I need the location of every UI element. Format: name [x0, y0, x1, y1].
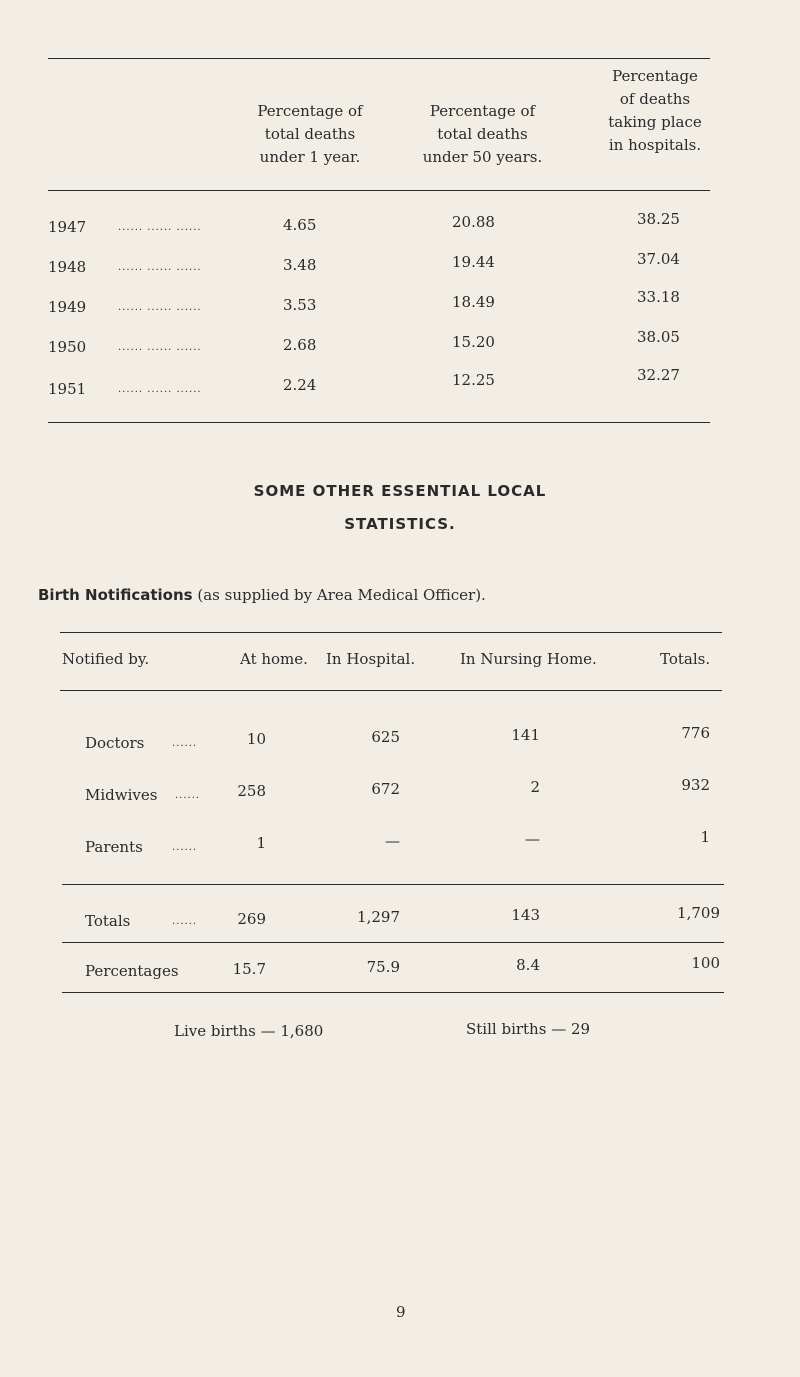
- header-totals: Totals.: [660, 650, 711, 668]
- year-cell: 1951: [48, 380, 87, 398]
- total-cell: 776: [681, 724, 710, 742]
- hospital-cell: 37.04: [637, 250, 680, 268]
- under-1-cell: 2.68: [283, 336, 317, 354]
- leader-dots: ...... ...... ......: [118, 384, 202, 395]
- under-1-cell: 3.48: [283, 256, 317, 274]
- header-in-hospital: In Hospital.: [326, 650, 416, 668]
- birth-table-bottom-rule: [62, 992, 724, 993]
- home-cell: 258: [237, 782, 266, 800]
- birth-notifications-heading: [38, 586, 486, 604]
- under-50-cell: 19.44: [452, 253, 495, 271]
- page-number: 9: [396, 1303, 406, 1321]
- hospital-cell: —: [385, 832, 400, 850]
- total-cell: 932: [681, 776, 710, 794]
- birth-table-top-rule: [60, 632, 722, 633]
- totals-label: Totals: [85, 912, 131, 930]
- birth-percent-top-rule: [62, 942, 724, 943]
- header-hospital-deaths: Percentage of deaths taking place in hospitals.: [608, 67, 702, 154]
- hospital-cell: 32.27: [637, 366, 680, 384]
- birth-heading-rest: (as supplied by Area Medical Officer).: [197, 586, 486, 604]
- home-cell: 10: [246, 730, 266, 748]
- year-cell: 1948: [48, 258, 87, 276]
- header-in-nursing-home: In Nursing Home.: [460, 650, 597, 668]
- table-bottom-rule: [48, 422, 710, 423]
- under-1-cell: 4.65: [283, 216, 317, 234]
- table-top-rule: [48, 58, 710, 59]
- birth-table-header-rule: [60, 690, 722, 691]
- nursing-cell: 2: [530, 778, 540, 796]
- hospital-cell: 33.18: [637, 288, 680, 306]
- hospital-cell: 38.25: [637, 210, 680, 228]
- home-percent-cell: 15.7: [232, 960, 266, 978]
- under-1-cell: 2.24: [283, 376, 317, 394]
- hospital-cell: 672: [371, 780, 400, 798]
- header-under-1-year: Percentage of total deaths under 1 year.: [257, 102, 363, 166]
- percentages-label: Percentages: [85, 962, 179, 980]
- leader-dots: ...... ...... ......: [118, 302, 202, 313]
- header-notified-by: Notified by.: [62, 650, 150, 668]
- leader-dots: ......: [172, 916, 198, 927]
- leader-dots: ...... ...... ......: [118, 222, 202, 233]
- year-cell: 1950: [48, 338, 87, 356]
- birth-totals-top-rule: [62, 884, 724, 885]
- still-births: Still births — 29: [466, 1020, 591, 1038]
- header-under-50-years: Percentage of total deaths under 50 years.: [422, 102, 543, 166]
- leader-dots: ...... ...... ......: [118, 342, 202, 353]
- header-at-home: At home.: [240, 650, 308, 668]
- leader-dots: ...... ...... ......: [118, 262, 202, 273]
- home-total-cell: 269: [237, 910, 266, 928]
- nursing-cell: —: [525, 830, 540, 848]
- leader-dots: ......: [172, 738, 198, 749]
- row-label: Parents: [85, 838, 143, 856]
- hospital-total-cell: 1,297: [357, 908, 400, 926]
- table-header-rule: [48, 190, 710, 191]
- birth-heading-bold: Birth Notifications: [38, 586, 193, 604]
- live-births: Live births — 1,680: [174, 1022, 324, 1040]
- year-cell: 1947: [48, 218, 87, 236]
- under-50-cell: 12.25: [452, 371, 495, 389]
- leader-dots: ......: [172, 842, 198, 853]
- row-label: Doctors: [85, 734, 145, 752]
- section-title-line-2: STATISTICS.: [344, 515, 456, 533]
- hospital-cell: 625: [371, 728, 400, 746]
- year-cell: 1949: [48, 298, 87, 316]
- grand-total-cell: 1,709: [677, 904, 720, 922]
- nursing-total-cell: 143: [511, 906, 540, 924]
- nursing-cell: 141: [511, 726, 540, 744]
- nursing-percent-cell: 8.4: [516, 956, 540, 974]
- home-cell: 1: [256, 834, 266, 852]
- total-cell: 1: [700, 828, 710, 846]
- under-50-cell: 15.20: [452, 333, 495, 351]
- hospital-percent-cell: 75.9: [366, 958, 400, 976]
- total-percent-cell: 100: [691, 954, 720, 972]
- hospital-cell: 38.05: [637, 328, 680, 346]
- section-title-line-1: SOME OTHER ESSENTIAL LOCAL: [253, 482, 547, 500]
- row-label: Midwives: [85, 786, 158, 804]
- leader-dots: ......: [175, 790, 201, 801]
- under-50-cell: 18.49: [452, 293, 495, 311]
- under-50-cell: 20.88: [452, 213, 495, 231]
- under-1-cell: 3.53: [283, 296, 317, 314]
